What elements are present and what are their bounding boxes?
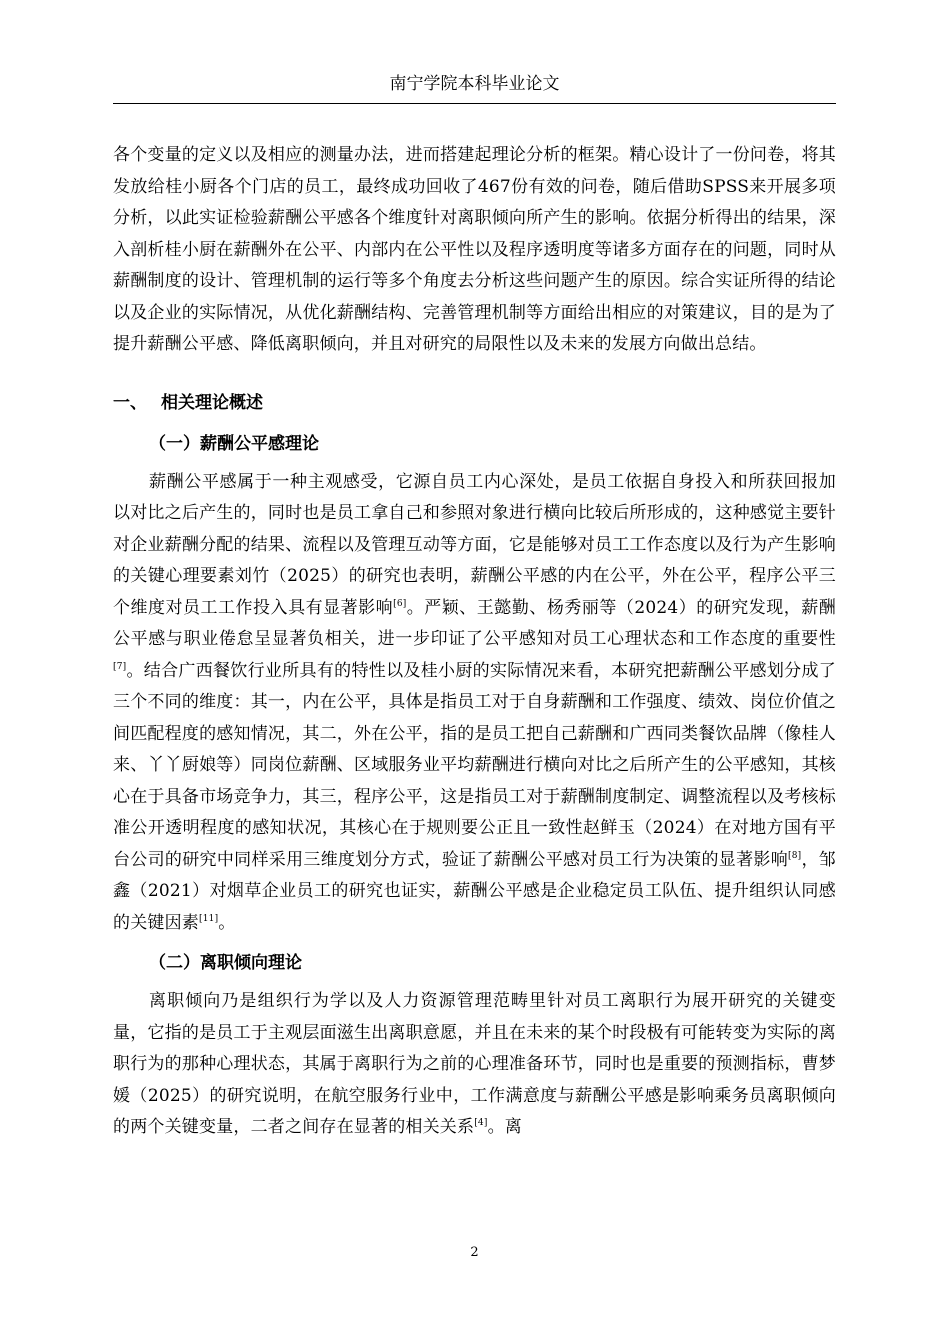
citation: [4] — [474, 1118, 488, 1128]
text-run: 。离 — [487, 1117, 522, 1137]
citation: [6] — [393, 598, 407, 609]
page-body — [113, 140, 836, 1144]
citation: [7] — [113, 661, 127, 672]
header-divider — [113, 103, 836, 104]
text-run: 薪酬公平感属于一种主观感受，它源自员工内心深处，是员工依据自身投入和所获回报加以对比之后产生的，同时也是员工拿自己和参照对象进行横向比较后所形成的，这种感觉主要针对企业薪酬分配的结果、流程以及管理互动等方面，它是能够对员工工作态度以及行为产生影响的关键心理要素刘竹（2025）的研究也表明，薪酬公平感的内在公平，外在公平，程序公平三个维度对员工工作投入具有显著影响 — [113, 471, 836, 618]
section-title: 相关理论概述 — [161, 392, 263, 413]
text-run: 。严颖、王懿勤、杨秀丽等（2024）的研究发现，薪酬公平感与职业倦怠呈显著负相关，进一步印证了公平感知对员工心理状态和工作态度的重要性 — [113, 597, 836, 649]
section-number: 一、 — [113, 392, 147, 413]
text-run: 离职倾向乃是组织行为学以及人力资源管理范畴里针对员工离职行为展开研究的关键变量，它指的是员工于主观层面滋生出离职意愿，并且在未来的某个时段极有可能转变为实际的离职行为的那种心理状态，其属于离职行为之前的心理准备环节，同时也是重要的预测指标，曹梦媛（2025）的研究说明，在航空服务行业中，工作满意度与薪酬公平感是影响乘务员离职倾向的两个关键变量，二者之间存在显著的相关关系 — [113, 991, 836, 1137]
intro-paragraph: 各个变量的定义以及相应的测量办法，进而搭建起理论分析的框架。精心设计了一份问卷，将其发放给桂小厨各个门店的员工，最终成功回收了467份有效的问卷，随后借助SPSS来开展多项分析，以此实证检验薪酬公平感各个维度针对离职倾向所产生的影响。依据分析得出的结果，深入剖析桂小厨在薪酬外在公平、内部内在公平性以及程序透明度等诸多方面存在的问题，同时从薪酬制度的设计、管理机制的运行等多个角度去分析这些问题产生的原因。综合实证所得的结论以及企业的实际情况，从优化薪酬结构、完善管理机制等方面给出相应的对策建议，目的是为了提升薪酬公平感、降低离职倾向，并且对研究的局限性以及未来的发展方向做出总结。 — [113, 145, 836, 354]
citation: [11] — [199, 913, 219, 924]
citation: [8] — [788, 850, 802, 861]
section-heading — [113, 389, 836, 417]
pay-fairness-paragraph — [113, 467, 836, 940]
text-run: 。结合广西餐饮行业所具有的特性以及桂小厨的实际情况来看，本研究把薪酬公平感划分成了三个不同的维度：其一，内在公平，具体是指员工对于自身薪酬和工作强度、绩效、岗位价值之间匹配程度的感知情况，其二，外在公平，指的是员工把自己薪酬和广西同类餐饮品牌（像桂人来、丫丫厨娘等）同岗位薪酬、区域服务业平均薪酬进行横向对比之后所产生的公平感知，其核心在于具备市场竞争力，其三，程序公平，这是指员工对于薪酬制度制定、调整流程以及考核标准公开透明程度的感知状况，其核心在于规则要公正且一致性赵鲜玉（2024）在对地方国有平台公司的研究中同样采用三维度划分方式，验证了薪酬公平感对员工行为决策的显著影响 — [113, 660, 836, 870]
text-run: ，邹鑫（2021）对烟草企业员工的研究也证实，薪酬公平感是企业稳定员工队伍、提升组织认同感的关键因素 — [113, 849, 836, 933]
subsection-heading-pay-fairness: （一）薪酬公平感理论 — [149, 433, 319, 454]
turnover-paragraph — [113, 986, 836, 1144]
page-number: 2 — [470, 1245, 479, 1260]
text-run: 。 — [218, 912, 236, 933]
running-header: 南宁学院本科毕业论文 — [389, 74, 560, 94]
subsection-heading-turnover: （二）离职倾向理论 — [149, 953, 302, 973]
